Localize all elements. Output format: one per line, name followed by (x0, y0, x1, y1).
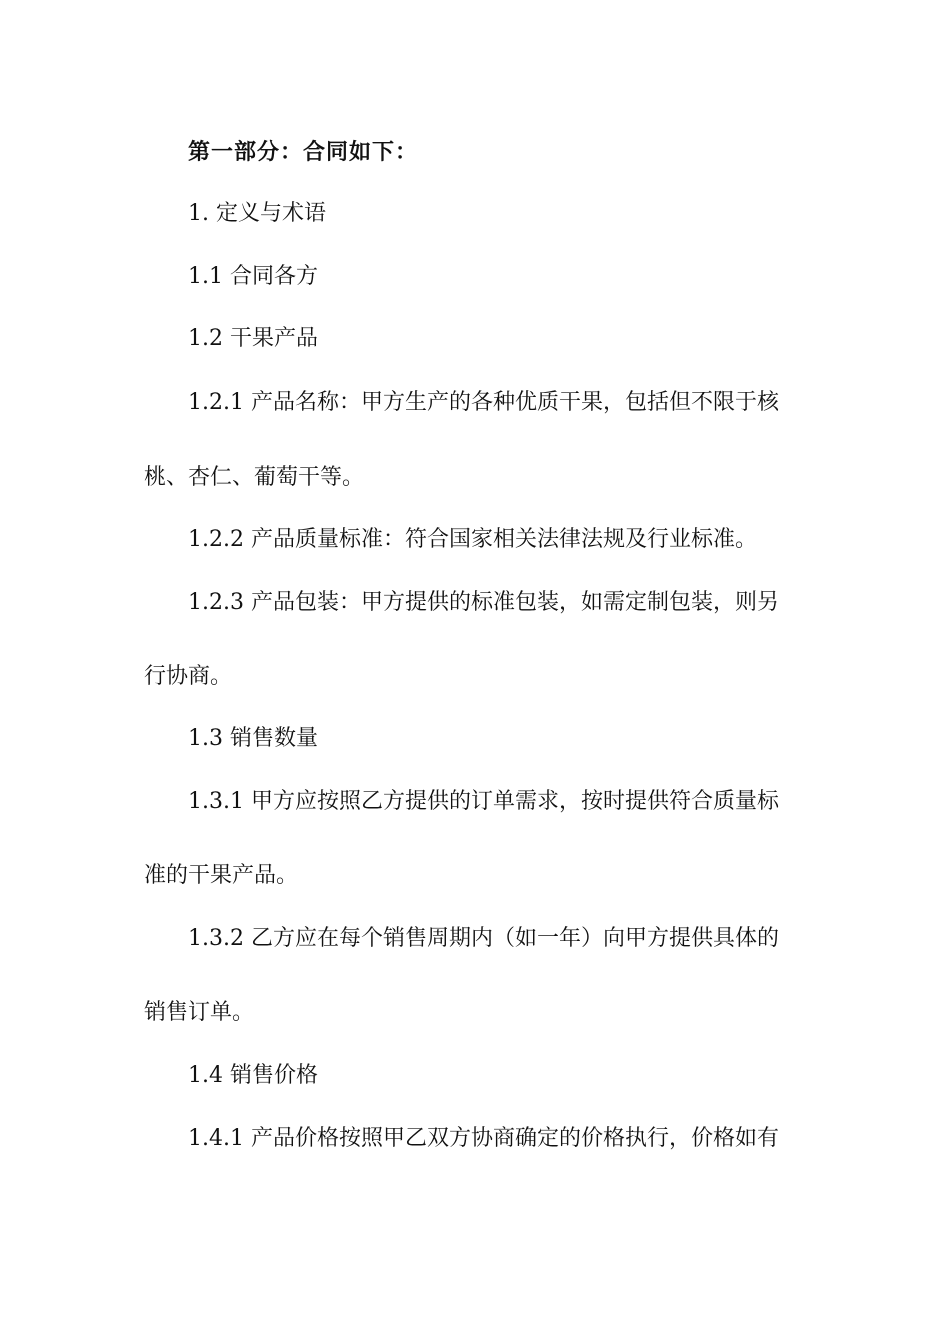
clause-1-2-1: 1.2.1 产品名称：甲方生产的各种优质干果，包括但不限于核 (188, 390, 779, 415)
clause-1-2-1-continued: 桃、杏仁、葡萄干等。 (144, 465, 365, 490)
clause-1-4: 1.4 销售价格 (188, 1063, 318, 1088)
clause-1-3-1-continued: 准的干果产品。 (144, 863, 299, 888)
clause-1-3-2: 1.3.2 乙方应在每个销售周期内（如一年）向甲方提供具体的 (188, 926, 779, 951)
clause-1-2-2: 1.2.2 产品质量标准：符合国家相关法律法规及行业标准。 (188, 527, 757, 552)
clause-1-2-3: 1.2.3 产品包装：甲方提供的标准包装，如需定制包装，则另 (188, 590, 779, 615)
clause-1-3-1: 1.3.1 甲方应按照乙方提供的订单需求，按时提供符合质量标 (188, 789, 779, 814)
clause-1-1: 1.1 合同各方 (188, 264, 318, 289)
clause-1-3: 1.3 销售数量 (188, 726, 318, 751)
clause-1-2: 1.2 干果产品 (188, 326, 318, 351)
clause-1: 1. 定义与术语 (188, 201, 326, 226)
clause-1-4-1: 1.4.1 产品价格按照甲乙双方协商确定的价格执行，价格如有 (188, 1126, 779, 1151)
section-heading: 第一部分：合同如下： (188, 140, 419, 165)
clause-1-3-2-continued: 销售订单。 (144, 1000, 255, 1025)
clause-1-2-3-continued: 行协商。 (144, 664, 233, 689)
